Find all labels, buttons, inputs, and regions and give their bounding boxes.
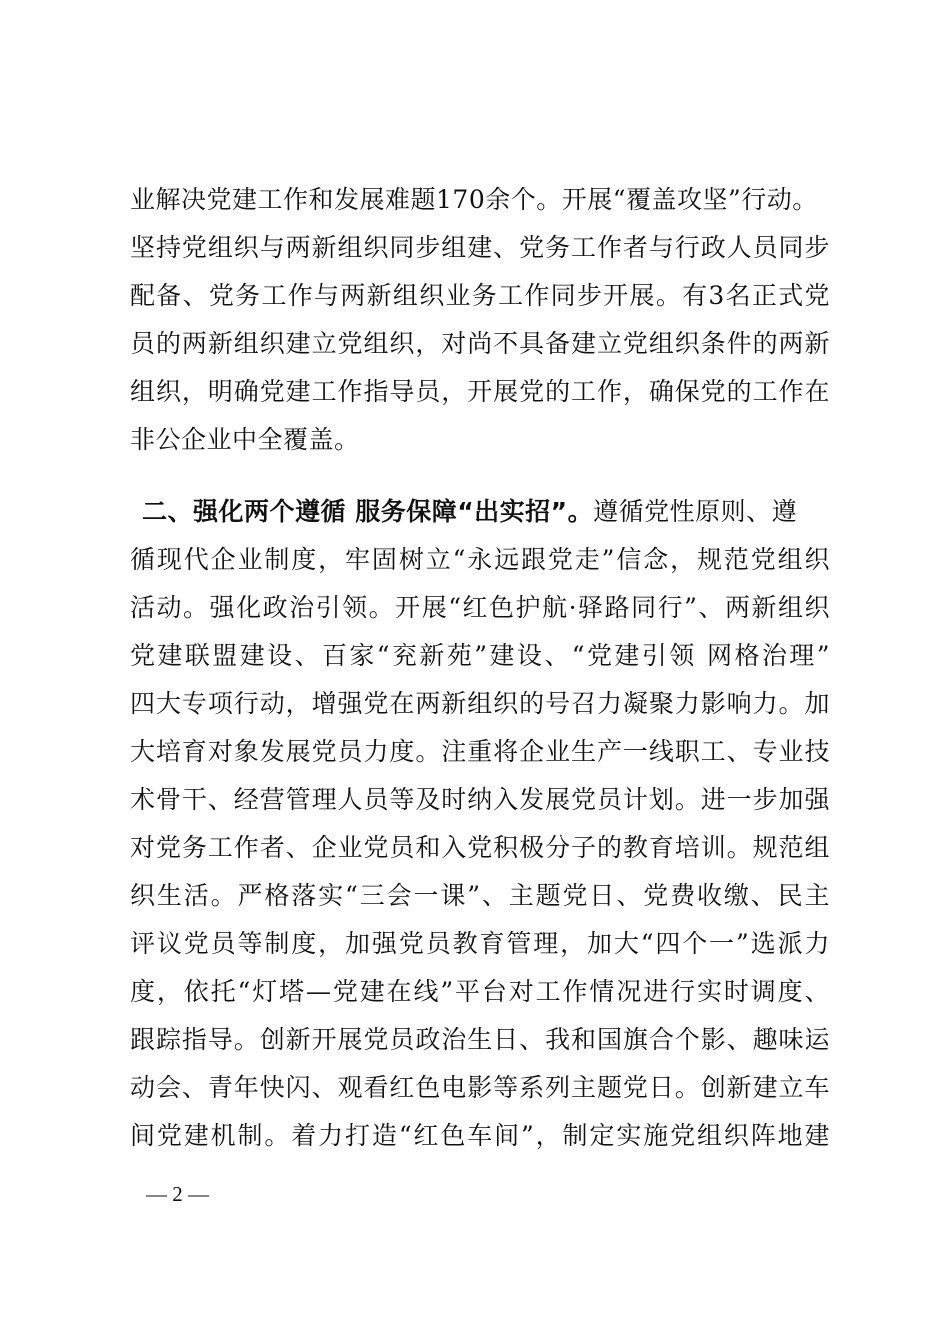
paragraph-2-line-10: 评议党员等制度，加强党员教育管理，加大“四个一”选派力 [130,929,830,958]
paragraph-2-line-1-text: 遵循党性原则、遵 [593,497,798,526]
paragraph-1-line-2: 坚持党组织与两新组织同步组建、党务工作者与行政人员同步 [130,233,830,262]
paragraph-2-line-4: 党建联盟建设、百家“兖新苑”建设、“党建引领 网格治理” [130,641,830,670]
paragraph-2-line-7: 术骨干、经营管理人员等及时纳入发展党员计划。进一步加强 [130,785,830,814]
paragraph-2-line-13: 动会、青年快闪、观看红色电影等系列主题党日。创新建立车 [130,1073,830,1102]
paragraph-2-line-12: 跟踪指导。创新开展党员政治生日、我和国旗合个影、趣味运 [130,1025,830,1054]
paragraph-2-line-11: 度，依托“灯塔—党建在线”平台对工作情况进行实时调度、 [130,977,830,1006]
paragraph-2-line-9: 织生活。严格落实“三会一课”、主题党日、党费收缴、民主 [130,881,830,910]
paragraph-2-line-8: 对党务工作者、企业党员和入党积极分子的教育培训。规范组 [130,833,830,862]
paragraph-1-line-6: 非公企业中全覆盖。 [130,425,360,454]
paragraph-2-line-6: 大培育对象发展党员力度。注重将企业生产一线职工、专业技 [130,737,830,766]
paragraph-1-line-3: 配备、党务工作与两新组织业务工作同步开展。有3名正式党 [130,281,830,310]
paragraph-1-line-5: 组织，明确党建工作指导员，开展党的工作，确保党的工作在 [130,377,830,406]
page-number: — 2 — [146,1182,209,1206]
section-heading: 二、强化两个遵循 服务保障“出实招”。 [142,497,594,526]
paragraph-2-line-2: 循现代企业制度，牢固树立“永远跟党走”信念，规范党组织 [130,545,830,574]
paragraph-2-line-14: 间党建机制。着力打造“红色车间”，制定实施党组织阵地建 [130,1121,830,1150]
paragraph-2-line-3: 活动。强化政治引领。开展“红色护航·驿路同行”、两新组织 [130,593,830,622]
paragraph-1-line-1: 业解决党建工作和发展难题170余个。开展“覆盖攻坚”行动。 [130,185,818,214]
paragraph-1-line-4: 员的两新组织建立党组织，对尚不具备建立党组织条件的两新 [130,329,830,358]
paragraph-2-line-1 [142,488,830,536]
paragraph-2-line-5: 四大专项行动，增强党在两新组织的号召力凝聚力影响力。加 [130,689,830,718]
